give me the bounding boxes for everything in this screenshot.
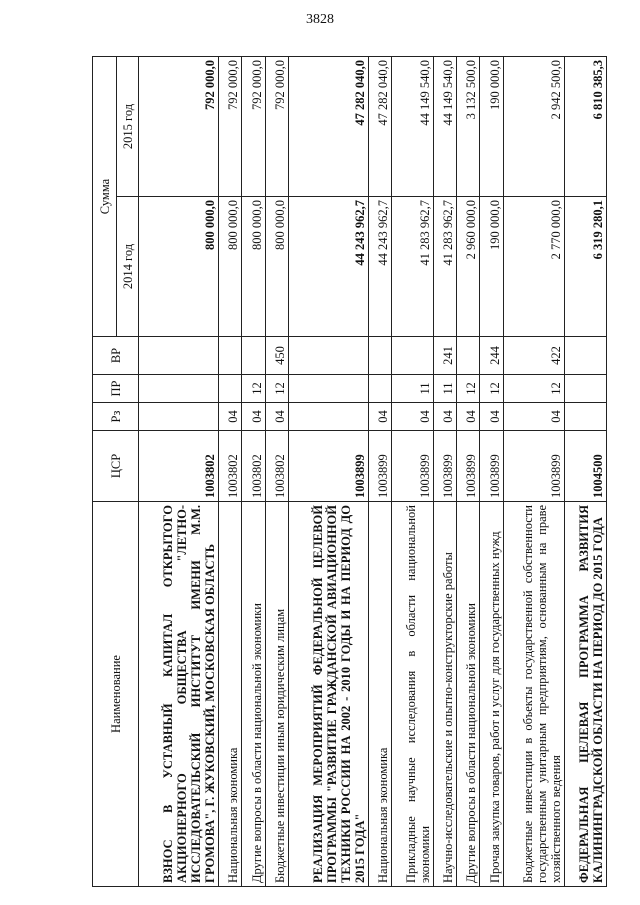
row-vr: [457, 337, 480, 375]
row-csr: 1003802: [265, 431, 288, 502]
row-vr: [242, 337, 265, 375]
row-amount-2014: 44 243 962,7: [288, 197, 368, 337]
row-amount-2014: 800 000,0: [242, 197, 265, 337]
table-row: [392, 57, 434, 887]
row-amount-2014: 6 319 280,1: [564, 197, 606, 337]
row-amount-2015: 792 000,0: [139, 57, 219, 197]
row-csr: 1004500: [564, 431, 606, 502]
row-csr: 1003899: [434, 431, 457, 502]
row-csr: 1003899: [368, 431, 391, 502]
row-pr: 11: [434, 375, 457, 403]
row-amount-2015: 792 000,0: [219, 57, 242, 197]
table-row: [503, 57, 564, 887]
row-pr: [288, 375, 368, 403]
row-name: Другие вопросы в области национальной экономики: [457, 502, 480, 887]
table-row: [219, 57, 242, 887]
row-pr: 12: [242, 375, 265, 403]
row-name: Другие вопросы в области национальной экономики: [242, 502, 265, 887]
header-row-1: [93, 57, 117, 887]
row-vr: 422: [503, 337, 564, 375]
header-vr: ВР: [93, 337, 139, 375]
row-name: ВЗНОС В УСТАВНЫЙ КАПИТАЛ ОТКРЫТОГО АКЦИОНЕРНОГО ОБЩЕСТВА "ЛЕТНО-ИССЛЕДОВАТЕЛЬСКИЙ ИНСТИТУТ ИМЕНИ М.М. ГРОМОВА", Г. ЖУКОВСКИЙ, МОСКОВСКАЯ ОБЛАСТЬ: [139, 502, 219, 887]
row-vr: [564, 337, 606, 375]
row-amount-2015: 190 000,0: [480, 57, 503, 197]
table-row: [265, 57, 288, 887]
row-rz: [288, 403, 368, 431]
row-pr: [368, 375, 391, 403]
row-name: Прикладные научные исследования в области национальной экономики: [392, 502, 434, 887]
row-rz: 04: [457, 403, 480, 431]
row-vr: 241: [434, 337, 457, 375]
row-pr: 12: [457, 375, 480, 403]
row-vr: [288, 337, 368, 375]
row-amount-2014: 2 770 000,0: [503, 197, 564, 337]
row-pr: [564, 375, 606, 403]
row-csr: 1003899: [480, 431, 503, 502]
page-number: 3828: [306, 12, 334, 27]
row-rz: 04: [480, 403, 503, 431]
row-rz: 04: [392, 403, 434, 431]
header-csr: ЦСР: [93, 431, 139, 502]
row-pr: 11: [392, 375, 434, 403]
row-rz: [564, 403, 606, 431]
row-name: Национальная экономика: [219, 502, 242, 887]
row-amount-2015: 3 132 500,0: [457, 57, 480, 197]
row-amount-2014: 800 000,0: [219, 197, 242, 337]
row-rz: 04: [434, 403, 457, 431]
row-amount-2015: 44 149 540,0: [434, 57, 457, 197]
row-amount-2015: 47 282 040,0: [288, 57, 368, 197]
row-name: Прочая закупка товаров, работ и услуг для государственных нужд: [480, 502, 503, 887]
row-rz: [139, 403, 219, 431]
row-vr: 244: [480, 337, 503, 375]
row-rz: 04: [503, 403, 564, 431]
row-csr: 1003899: [288, 431, 368, 502]
row-pr: 12: [503, 375, 564, 403]
row-name: РЕАЛИЗАЦИЯ МЕРОПРИЯТИЙ ФЕДЕРАЛЬНОЙ ЦЕЛЕВОЙ ПРОГРАММЫ "РАЗВИТИЕ ГРАЖДАНСКОЙ АВИАЦИОННОЙ ТЕХНИКИ РОССИИ НА 2002 - 2010 ГОДЫ И НА ПЕРИОД ДО 2015 ГОДА": [288, 502, 368, 887]
row-pr: [139, 375, 219, 403]
row-name: Бюджетные инвестиции иным юридическим лицам: [265, 502, 288, 887]
row-pr: 12: [265, 375, 288, 403]
row-amount-2014: 800 000,0: [265, 197, 288, 337]
row-amount-2014: 190 000,0: [480, 197, 503, 337]
row-name: ФЕДЕРАЛЬНАЯ ЦЕЛЕВАЯ ПРОГРАММА РАЗВИТИЯ КАЛИНИНГРАДСКОЙ ОБЛАСТИ НА ПЕРИОД ДО 2015 ГОДА: [564, 502, 606, 887]
table-row: [242, 57, 265, 887]
row-amount-2015: 47 282 040,0: [368, 57, 391, 197]
row-csr: 1003802: [219, 431, 242, 502]
table-row: [434, 57, 457, 887]
header-2014: 2014 год: [117, 197, 139, 337]
header-pr: ПР: [93, 375, 139, 403]
header-rz: Рз: [93, 403, 139, 431]
row-amount-2014: 2 960 000,0: [457, 197, 480, 337]
row-amount-2015: 792 000,0: [242, 57, 265, 197]
row-amount-2015: 2 942 500,0: [503, 57, 564, 197]
table-row: [288, 57, 368, 887]
row-name: Бюджетные инвестиции в объекты государственной собственности государственным унитарным предприятиям, основанным на праве хозяйственного ведения: [503, 502, 564, 887]
header-2015: 2015 год: [117, 57, 139, 197]
table-body: [139, 57, 607, 887]
row-rz: 04: [265, 403, 288, 431]
row-csr: 1003899: [457, 431, 480, 502]
row-vr: [392, 337, 434, 375]
table-row: [564, 57, 606, 887]
row-amount-2015: 44 149 540,0: [392, 57, 434, 197]
row-name: Национальная экономика: [368, 502, 391, 887]
row-pr: 12: [480, 375, 503, 403]
row-amount-2015: 792 000,0: [265, 57, 288, 197]
row-csr: 1003802: [242, 431, 265, 502]
row-amount-2014: 800 000,0: [139, 197, 219, 337]
row-rz: 04: [368, 403, 391, 431]
header-name: Наименование: [93, 502, 139, 887]
row-amount-2014: 41 283 962,7: [434, 197, 457, 337]
row-name: Научно-исследовательские и опытно-конструкторские работы: [434, 502, 457, 887]
row-rz: 04: [219, 403, 242, 431]
row-pr: [219, 375, 242, 403]
row-rz: 04: [242, 403, 265, 431]
row-vr: 450: [265, 337, 288, 375]
table-row: [457, 57, 480, 887]
row-amount-2015: 6 810 385,3: [564, 57, 606, 197]
table-row: [368, 57, 391, 887]
row-vr: [219, 337, 242, 375]
budget-table-rotated: [92, 57, 607, 887]
header-sum: Сумма: [93, 57, 117, 337]
row-vr: [139, 337, 219, 375]
budget-table: [92, 56, 607, 887]
row-amount-2014: 41 283 962,7: [392, 197, 434, 337]
row-vr: [368, 337, 391, 375]
row-csr: 1003899: [392, 431, 434, 502]
row-amount-2014: 44 243 962,7: [368, 197, 391, 337]
row-csr: 1003802: [139, 431, 219, 502]
row-csr: 1003899: [503, 431, 564, 502]
table-row: [139, 57, 219, 887]
table-row: [480, 57, 503, 887]
